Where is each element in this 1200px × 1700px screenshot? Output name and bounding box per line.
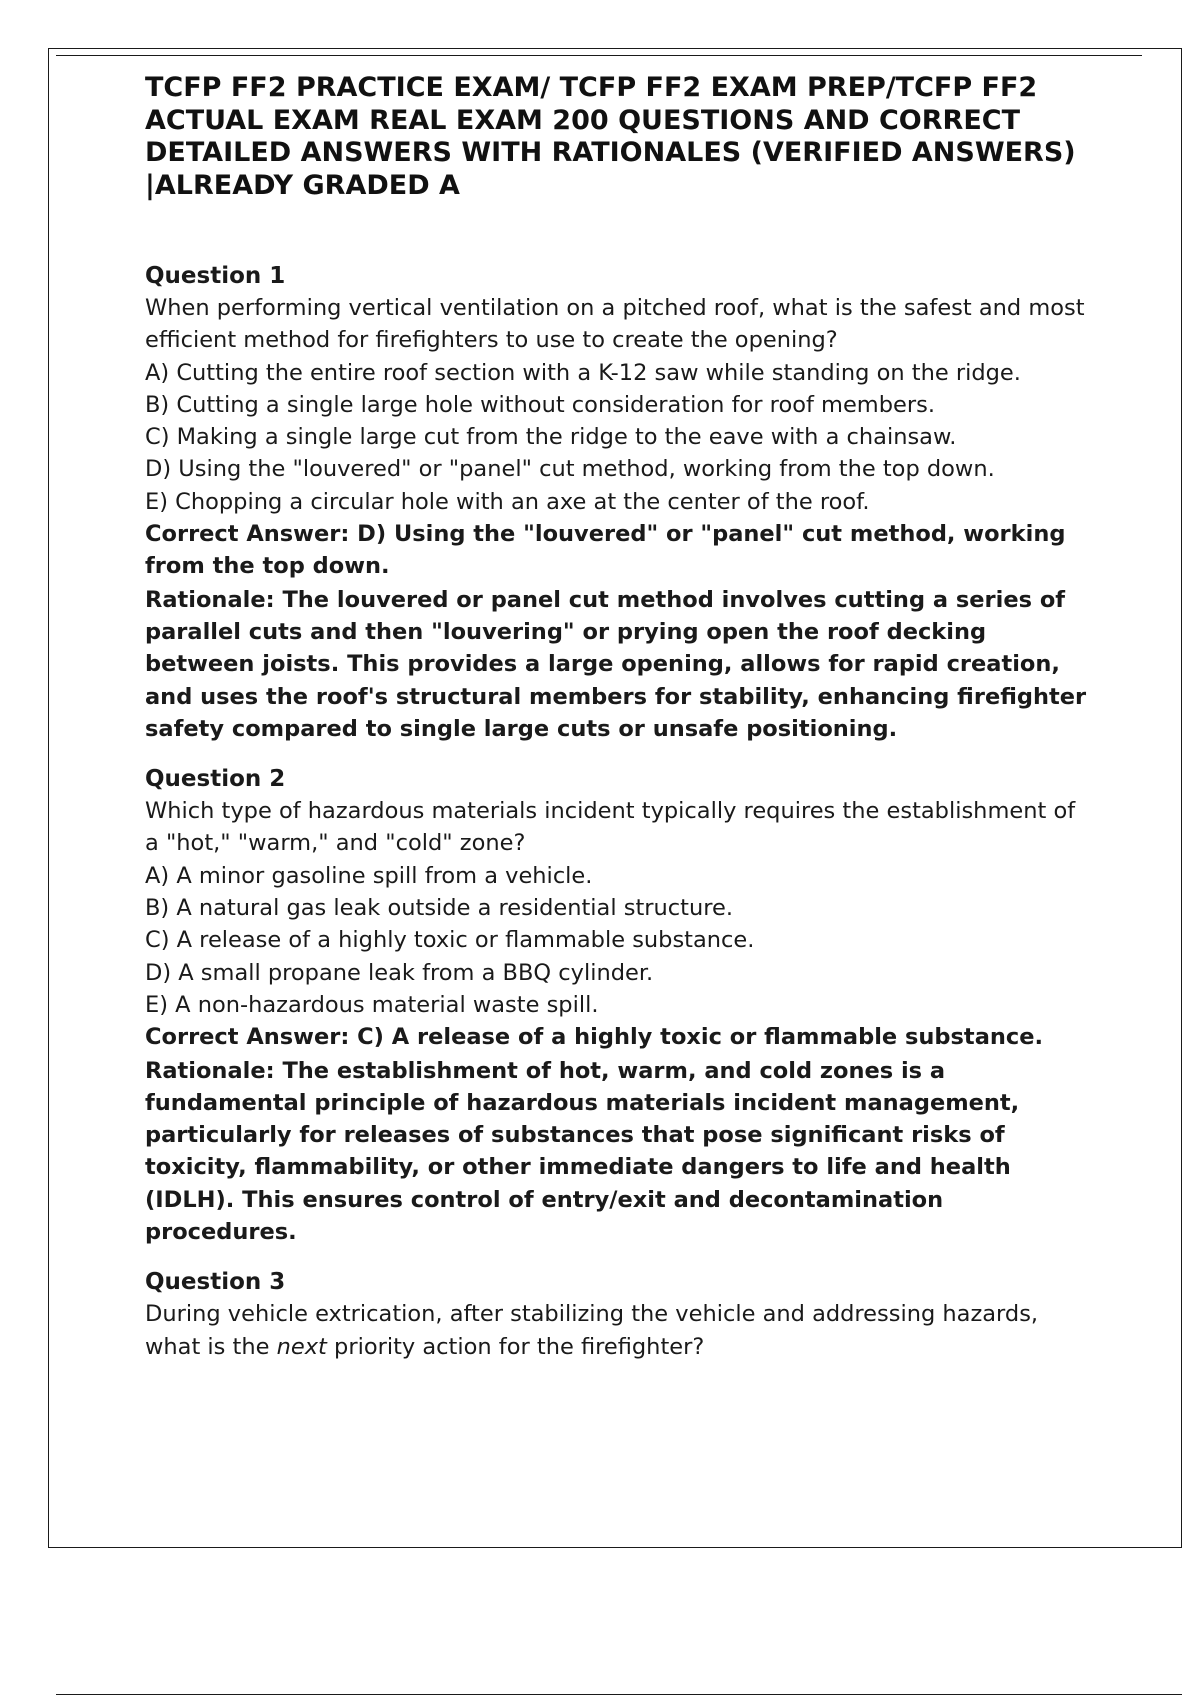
question-2 <box>145 763 1095 1248</box>
rationale: Rationale: The louvered or panel cut method involves cutting a series of parallel cuts and then "louvering" or prying open the roof decking between joists. This provides a large opening, allows for rapid creation, and uses the roof's structural members for stability, enhancing firefighter safety compared to single large cuts or unsafe positioning. <box>145 586 1087 742</box>
question-text <box>145 1298 1095 1363</box>
header-rule <box>56 55 1142 56</box>
footer-rule <box>56 1694 1182 1695</box>
option-d: D) Using the "louvered" or "panel" cut method, working from the top down. <box>145 456 995 483</box>
option-b: B) A natural gas leak outside a residential structure. <box>145 895 734 922</box>
question-text: Which type of hazardous materials incident typically requires the establishment of a "hot," "warm," and "cold" zone? <box>145 798 1076 857</box>
option-c: C) A release of a highly toxic or flammable substance. <box>145 927 755 954</box>
option-list <box>145 860 1095 1021</box>
question-text: When performing vertical ventilation on a pitched roof, what is the safest and most efficient method for firefighters to use to create the opening? <box>145 295 1085 354</box>
question-text-emphasis: next <box>276 1333 327 1360</box>
option-a: A) A minor gasoline spill from a vehicle. <box>145 862 593 889</box>
option-list <box>145 357 1095 518</box>
option-d: D) A small propane leak from a BBQ cylinder. <box>145 959 654 986</box>
question-3 <box>145 1266 1095 1363</box>
option-c: C) Making a single large cut from the ridge to the eave with a chainsaw. <box>145 424 957 451</box>
document-body <box>145 72 1095 1381</box>
correct-answer: Correct Answer: D) Using the "louvered" or "panel" cut method, working from the top down. <box>145 521 1066 580</box>
option-a: A) Cutting the entire roof section with a K-12 saw while standing on the ridge. <box>145 359 1021 386</box>
question-heading: Question 3 <box>145 1269 286 1296</box>
question-text-start: During vehicle extrication, after stabilizing the vehicle and addressing hazards, what is the <box>145 1301 1039 1360</box>
rationale: Rationale: The establishment of hot, warm, and cold zones is a fundamental principle of hazardous materials incident management, particularly for releases of substances that pose significant risks of toxicity, flammability, or other immediate dangers to life and health (IDLH). This ensures control of entry/exit and decontamination procedures. <box>145 1057 1020 1246</box>
question-heading: Question 1 <box>145 263 286 289</box>
option-e: E) Chopping a circular hole with an axe at the center of the roof. <box>145 488 870 515</box>
question-1 <box>145 260 1095 745</box>
question-heading: Question 2 <box>145 766 286 793</box>
question-text-end: priority action for the firefighter? <box>326 1333 705 1360</box>
correct-answer: Correct Answer: C) A release of a highly toxic or flammable substance. <box>145 1024 1044 1051</box>
option-b: B) Cutting a single large hole without consideration for roof members. <box>145 391 935 418</box>
option-e: E) A non-hazardous material waste spill. <box>145 991 599 1018</box>
document-title: TCFP FF2 PRACTICE EXAM/ TCFP FF2 EXAM PREP/TCFP FF2 ACTUAL EXAM REAL EXAM 200 QUESTIONS AND CORRECT DETAILED ANSWERS WITH RATIONALES (VERIFIED ANSWERS) |ALREADY GRADED A <box>145 72 1076 201</box>
